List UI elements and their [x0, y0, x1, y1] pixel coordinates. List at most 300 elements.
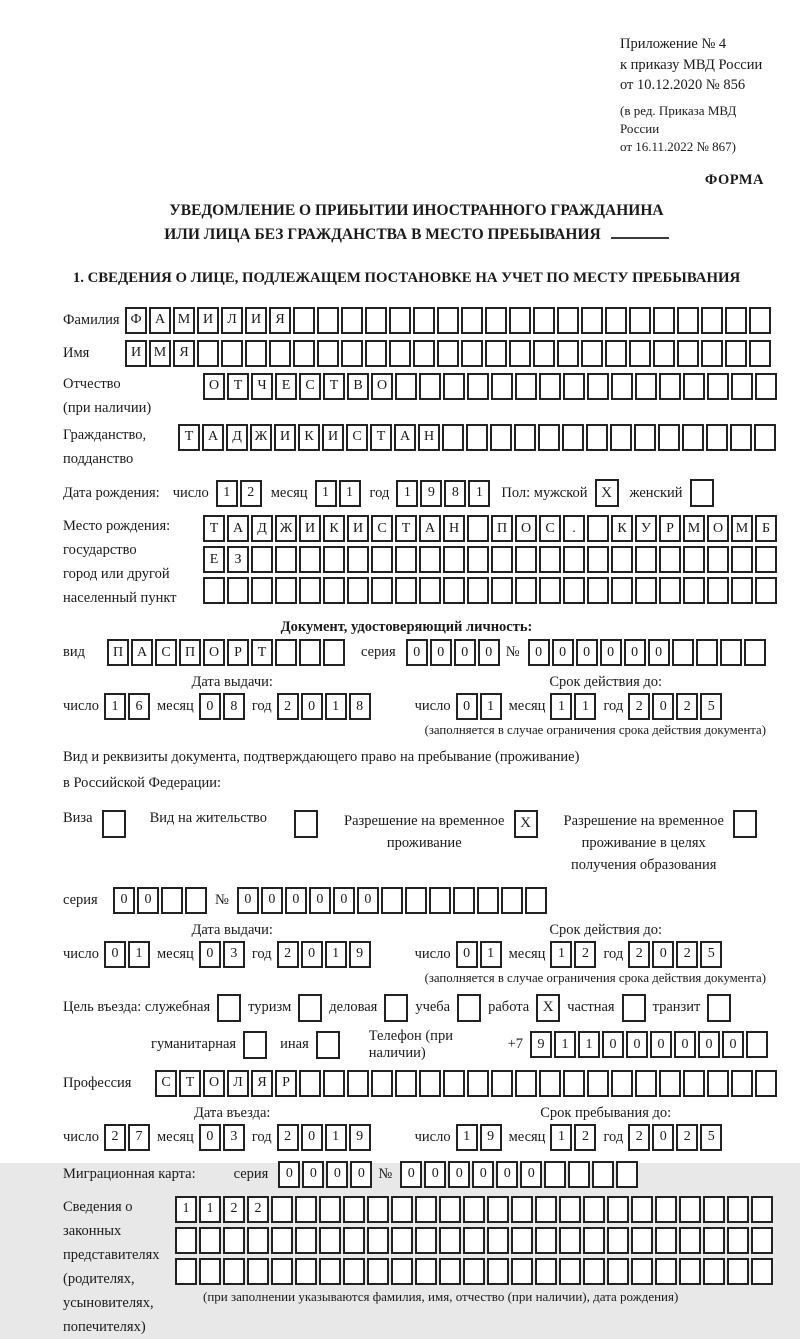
form-cell[interactable]	[271, 1258, 293, 1285]
form-cell[interactable]	[515, 546, 537, 573]
form-cell[interactable]	[413, 307, 435, 334]
form-cell[interactable]	[629, 340, 651, 367]
form-cell[interactable]: 0	[528, 639, 550, 666]
form-cell[interactable]	[755, 577, 777, 604]
form-cell[interactable]	[197, 340, 219, 367]
form-cell[interactable]	[655, 1258, 677, 1285]
form-cell[interactable]	[319, 1227, 341, 1254]
form-cell[interactable]	[703, 1258, 725, 1285]
form-cell[interactable]	[467, 577, 489, 604]
form-cell[interactable]	[223, 1227, 245, 1254]
form-cell[interactable]: С	[346, 424, 368, 451]
form-cell[interactable]	[439, 1227, 461, 1254]
form-cell[interactable]	[203, 577, 225, 604]
form-cell[interactable]	[491, 1070, 513, 1097]
form-cell[interactable]: И	[197, 307, 219, 334]
purpose-other-checkbox[interactable]	[316, 1031, 340, 1059]
form-cell[interactable]	[749, 307, 771, 334]
form-cell[interactable]	[453, 887, 475, 914]
form-cell[interactable]	[323, 1070, 345, 1097]
form-cell[interactable]: 2	[277, 1124, 299, 1151]
form-cell[interactable]	[611, 546, 633, 573]
form-cell[interactable]: Н	[443, 515, 465, 542]
form-cell[interactable]: 0	[448, 1161, 470, 1188]
form-cell[interactable]	[371, 577, 393, 604]
form-cell[interactable]	[389, 307, 411, 334]
form-cell[interactable]	[607, 1258, 629, 1285]
form-cell[interactable]	[655, 1227, 677, 1254]
form-cell[interactable]	[539, 373, 561, 400]
form-cell[interactable]	[731, 1070, 753, 1097]
form-cell[interactable]: 0	[652, 1124, 674, 1151]
form-cell[interactable]: 0	[430, 639, 452, 666]
form-cell[interactable]: 2	[676, 1124, 698, 1151]
form-cell[interactable]	[679, 1227, 701, 1254]
form-cell[interactable]	[635, 1070, 657, 1097]
form-cell[interactable]	[605, 340, 627, 367]
form-cell[interactable]	[659, 373, 681, 400]
form-cell[interactable]: И	[299, 515, 321, 542]
form-cell[interactable]: 0	[301, 693, 323, 720]
form-cell[interactable]	[605, 307, 627, 334]
purpose-transit-checkbox[interactable]	[707, 994, 731, 1022]
form-cell[interactable]	[559, 1258, 581, 1285]
form-cell[interactable]	[319, 1196, 341, 1223]
form-cell[interactable]	[477, 887, 499, 914]
form-cell[interactable]: 0	[104, 941, 126, 968]
form-cell[interactable]	[707, 546, 729, 573]
form-cell[interactable]	[343, 1258, 365, 1285]
form-cell[interactable]	[635, 546, 657, 573]
form-cell[interactable]	[683, 546, 705, 573]
form-cell[interactable]	[365, 340, 387, 367]
form-cell[interactable]	[245, 340, 267, 367]
form-cell[interactable]: 2	[277, 941, 299, 968]
form-cell[interactable]: 1	[315, 480, 337, 507]
form-cell[interactable]: Ф	[125, 307, 147, 334]
form-cell[interactable]	[381, 887, 403, 914]
form-cell[interactable]	[295, 1196, 317, 1223]
form-cell[interactable]	[439, 1196, 461, 1223]
form-cell[interactable]: Т	[227, 373, 249, 400]
form-cell[interactable]: 2	[223, 1196, 245, 1223]
form-cell[interactable]: 3	[223, 1124, 245, 1151]
form-cell[interactable]	[587, 1070, 609, 1097]
form-cell[interactable]: 1	[578, 1031, 600, 1058]
form-cell[interactable]	[293, 307, 315, 334]
form-cell[interactable]	[539, 546, 561, 573]
form-cell[interactable]: .	[563, 515, 585, 542]
form-cell[interactable]: М	[731, 515, 753, 542]
form-cell[interactable]	[367, 1196, 389, 1223]
form-cell[interactable]	[706, 424, 728, 451]
form-cell[interactable]: 0	[350, 1161, 372, 1188]
form-cell[interactable]: О	[515, 515, 537, 542]
form-cell[interactable]	[583, 1196, 605, 1223]
form-cell[interactable]	[683, 373, 705, 400]
form-cell[interactable]: Т	[179, 1070, 201, 1097]
form-cell[interactable]	[634, 424, 656, 451]
form-cell[interactable]	[299, 546, 321, 573]
purpose-work-checkbox[interactable]: X	[536, 994, 560, 1022]
form-cell[interactable]	[323, 546, 345, 573]
form-cell[interactable]	[413, 340, 435, 367]
form-cell[interactable]: О	[707, 515, 729, 542]
form-cell[interactable]	[271, 1196, 293, 1223]
form-cell[interactable]: 9	[420, 480, 442, 507]
form-cell[interactable]	[751, 1227, 773, 1254]
form-cell[interactable]	[611, 577, 633, 604]
form-cell[interactable]	[275, 546, 297, 573]
form-cell[interactable]: 0	[576, 639, 598, 666]
form-cell[interactable]: 1	[128, 941, 150, 968]
form-cell[interactable]	[419, 546, 441, 573]
form-cell[interactable]	[744, 639, 766, 666]
form-cell[interactable]	[511, 1227, 533, 1254]
form-cell[interactable]	[419, 1070, 441, 1097]
form-cell[interactable]: Т	[323, 373, 345, 400]
form-cell[interactable]: 1	[468, 480, 490, 507]
form-cell[interactable]	[227, 577, 249, 604]
form-cell[interactable]: 0	[624, 639, 646, 666]
form-cell[interactable]: 2	[240, 480, 262, 507]
form-cell[interactable]	[696, 639, 718, 666]
form-cell[interactable]	[635, 373, 657, 400]
form-cell[interactable]	[525, 887, 547, 914]
form-cell[interactable]	[587, 373, 609, 400]
form-cell[interactable]	[371, 546, 393, 573]
form-cell[interactable]	[629, 307, 651, 334]
form-cell[interactable]	[587, 577, 609, 604]
form-cell[interactable]	[563, 1070, 585, 1097]
form-cell[interactable]: 9	[349, 1124, 371, 1151]
form-cell[interactable]	[730, 424, 752, 451]
form-cell[interactable]	[415, 1258, 437, 1285]
form-cell[interactable]: Л	[227, 1070, 249, 1097]
form-cell[interactable]: 0	[652, 941, 674, 968]
form-cell[interactable]	[682, 424, 704, 451]
form-cell[interactable]	[533, 340, 555, 367]
form-cell[interactable]: 9	[480, 1124, 502, 1151]
form-cell[interactable]: 1	[550, 693, 572, 720]
form-cell[interactable]: 0	[301, 1124, 323, 1151]
form-cell[interactable]: 1	[396, 480, 418, 507]
form-cell[interactable]: 1	[550, 941, 572, 968]
form-cell[interactable]: 0	[650, 1031, 672, 1058]
form-cell[interactable]	[463, 1196, 485, 1223]
form-cell[interactable]: 0	[309, 887, 331, 914]
form-cell[interactable]: 0	[199, 941, 221, 968]
form-cell[interactable]: Б	[755, 515, 777, 542]
form-cell[interactable]	[701, 340, 723, 367]
form-cell[interactable]	[631, 1196, 653, 1223]
form-cell[interactable]: И	[245, 307, 267, 334]
purpose-business-checkbox[interactable]	[384, 994, 408, 1022]
form-cell[interactable]: 1	[480, 941, 502, 968]
form-cell[interactable]: 7	[128, 1124, 150, 1151]
form-cell[interactable]	[391, 1258, 413, 1285]
form-cell[interactable]	[437, 307, 459, 334]
form-cell[interactable]: Н	[418, 424, 440, 451]
form-cell[interactable]: Я	[269, 307, 291, 334]
form-cell[interactable]	[611, 1070, 633, 1097]
form-cell[interactable]	[367, 1258, 389, 1285]
form-cell[interactable]	[672, 639, 694, 666]
form-cell[interactable]	[367, 1227, 389, 1254]
form-cell[interactable]: Я	[251, 1070, 273, 1097]
form-cell[interactable]: 5	[700, 1124, 722, 1151]
form-cell[interactable]	[511, 1258, 533, 1285]
form-cell[interactable]: 0	[301, 941, 323, 968]
form-cell[interactable]	[405, 887, 427, 914]
form-cell[interactable]	[746, 1031, 768, 1058]
form-cell[interactable]: 2	[574, 941, 596, 968]
form-cell[interactable]	[467, 373, 489, 400]
form-cell[interactable]	[247, 1258, 269, 1285]
form-cell[interactable]: А	[227, 515, 249, 542]
form-cell[interactable]	[371, 1070, 393, 1097]
form-cell[interactable]: 1	[175, 1196, 197, 1223]
form-cell[interactable]	[295, 1258, 317, 1285]
form-cell[interactable]	[509, 340, 531, 367]
form-cell[interactable]	[659, 546, 681, 573]
form-cell[interactable]: 1	[216, 480, 238, 507]
form-cell[interactable]	[707, 1070, 729, 1097]
residence-permit-checkbox[interactable]	[294, 810, 318, 838]
temp-permit-edu-checkbox[interactable]	[733, 810, 757, 838]
form-cell[interactable]	[592, 1161, 614, 1188]
form-cell[interactable]	[755, 546, 777, 573]
form-cell[interactable]: 6	[128, 693, 150, 720]
form-cell[interactable]	[199, 1258, 221, 1285]
form-cell[interactable]: 0	[652, 693, 674, 720]
form-cell[interactable]	[467, 515, 489, 542]
form-cell[interactable]	[703, 1196, 725, 1223]
form-cell[interactable]	[365, 307, 387, 334]
form-cell[interactable]	[587, 546, 609, 573]
form-cell[interactable]	[223, 1258, 245, 1285]
form-cell[interactable]: Е	[275, 373, 297, 400]
form-cell[interactable]: 0	[626, 1031, 648, 1058]
form-cell[interactable]	[631, 1258, 653, 1285]
form-cell[interactable]: П	[179, 639, 201, 666]
form-cell[interactable]: С	[155, 639, 177, 666]
form-cell[interactable]	[319, 1258, 341, 1285]
form-cell[interactable]	[631, 1227, 653, 1254]
form-cell[interactable]: Д	[226, 424, 248, 451]
form-cell[interactable]: З	[227, 546, 249, 573]
form-cell[interactable]	[299, 577, 321, 604]
form-cell[interactable]	[347, 577, 369, 604]
form-cell[interactable]: 2	[104, 1124, 126, 1151]
form-cell[interactable]	[562, 424, 584, 451]
form-cell[interactable]: М	[683, 515, 705, 542]
form-cell[interactable]	[587, 515, 609, 542]
form-cell[interactable]	[677, 340, 699, 367]
form-cell[interactable]	[539, 1070, 561, 1097]
form-cell[interactable]	[731, 546, 753, 573]
form-cell[interactable]	[293, 340, 315, 367]
form-cell[interactable]	[514, 424, 536, 451]
form-cell[interactable]	[463, 1258, 485, 1285]
male-checkbox[interactable]: X	[595, 479, 619, 507]
form-cell[interactable]	[683, 577, 705, 604]
form-cell[interactable]: 0	[400, 1161, 422, 1188]
form-cell[interactable]	[544, 1161, 566, 1188]
form-cell[interactable]	[485, 307, 507, 334]
form-cell[interactable]	[538, 424, 560, 451]
form-cell[interactable]: 1	[456, 1124, 478, 1151]
form-cell[interactable]	[347, 546, 369, 573]
form-cell[interactable]: 0	[357, 887, 379, 914]
form-cell[interactable]: И	[274, 424, 296, 451]
form-cell[interactable]	[437, 340, 459, 367]
form-cell[interactable]	[568, 1161, 590, 1188]
form-cell[interactable]	[275, 639, 297, 666]
form-cell[interactable]	[185, 887, 207, 914]
form-cell[interactable]: С	[539, 515, 561, 542]
form-cell[interactable]	[487, 1227, 509, 1254]
form-cell[interactable]: 0	[478, 639, 500, 666]
temp-permit-checkbox[interactable]: X	[514, 810, 538, 838]
female-checkbox[interactable]	[690, 479, 714, 507]
form-cell[interactable]: 1	[574, 693, 596, 720]
form-cell[interactable]	[731, 373, 753, 400]
form-cell[interactable]: 1	[554, 1031, 576, 1058]
visa-checkbox[interactable]	[102, 810, 126, 838]
form-cell[interactable]	[635, 577, 657, 604]
form-cell[interactable]: 0	[285, 887, 307, 914]
form-cell[interactable]	[175, 1227, 197, 1254]
form-cell[interactable]	[461, 307, 483, 334]
form-cell[interactable]	[299, 1070, 321, 1097]
form-cell[interactable]: 0	[472, 1161, 494, 1188]
form-cell[interactable]: 0	[552, 639, 574, 666]
form-cell[interactable]: 2	[676, 941, 698, 968]
form-cell[interactable]: 0	[333, 887, 355, 914]
form-cell[interactable]	[442, 424, 464, 451]
form-cell[interactable]	[463, 1227, 485, 1254]
form-cell[interactable]	[725, 340, 747, 367]
form-cell[interactable]	[751, 1258, 773, 1285]
form-cell[interactable]: М	[149, 340, 171, 367]
form-cell[interactable]	[583, 1227, 605, 1254]
form-cell[interactable]	[658, 424, 680, 451]
form-cell[interactable]	[443, 577, 465, 604]
form-cell[interactable]: В	[347, 373, 369, 400]
form-cell[interactable]	[395, 577, 417, 604]
form-cell[interactable]	[341, 340, 363, 367]
form-cell[interactable]: 0	[137, 887, 159, 914]
form-cell[interactable]: 5	[700, 693, 722, 720]
form-cell[interactable]	[491, 577, 513, 604]
form-cell[interactable]	[659, 577, 681, 604]
form-cell[interactable]	[443, 546, 465, 573]
form-cell[interactable]	[720, 639, 742, 666]
form-cell[interactable]	[607, 1196, 629, 1223]
form-cell[interactable]: 9	[530, 1031, 552, 1058]
form-cell[interactable]: И	[125, 340, 147, 367]
form-cell[interactable]: 0	[722, 1031, 744, 1058]
form-cell[interactable]: Т	[395, 515, 417, 542]
form-cell[interactable]	[581, 340, 603, 367]
form-cell[interactable]	[515, 577, 537, 604]
purpose-study-checkbox[interactable]	[457, 994, 481, 1022]
form-cell[interactable]	[395, 1070, 417, 1097]
form-cell[interactable]: 0	[302, 1161, 324, 1188]
form-cell[interactable]: 0	[600, 639, 622, 666]
form-cell[interactable]: П	[491, 515, 513, 542]
form-cell[interactable]: О	[203, 1070, 225, 1097]
form-cell[interactable]	[271, 1227, 293, 1254]
form-cell[interactable]: Ж	[250, 424, 272, 451]
form-cell[interactable]	[343, 1227, 365, 1254]
form-cell[interactable]: 8	[223, 693, 245, 720]
form-cell[interactable]	[727, 1227, 749, 1254]
form-cell[interactable]	[607, 1227, 629, 1254]
form-cell[interactable]: М	[173, 307, 195, 334]
form-cell[interactable]	[395, 546, 417, 573]
form-cell[interactable]	[299, 639, 321, 666]
form-cell[interactable]	[557, 307, 579, 334]
form-cell[interactable]: Т	[370, 424, 392, 451]
form-cell[interactable]: Е	[203, 546, 225, 573]
form-cell[interactable]	[559, 1196, 581, 1223]
form-cell[interactable]: 0	[424, 1161, 446, 1188]
form-cell[interactable]: 1	[325, 693, 347, 720]
form-cell[interactable]	[755, 373, 777, 400]
form-cell[interactable]	[247, 1227, 269, 1254]
form-cell[interactable]: А	[394, 424, 416, 451]
form-cell[interactable]: 0	[496, 1161, 518, 1188]
form-cell[interactable]: 2	[277, 693, 299, 720]
form-cell[interactable]	[653, 340, 675, 367]
form-cell[interactable]: О	[203, 373, 225, 400]
form-cell[interactable]	[749, 340, 771, 367]
form-cell[interactable]	[509, 307, 531, 334]
form-cell[interactable]: И	[322, 424, 344, 451]
form-cell[interactable]: 1	[325, 1124, 347, 1151]
form-cell[interactable]: К	[611, 515, 633, 542]
form-cell[interactable]	[683, 1070, 705, 1097]
form-cell[interactable]: А	[419, 515, 441, 542]
form-cell[interactable]: 0	[199, 693, 221, 720]
form-cell[interactable]	[563, 546, 585, 573]
form-cell[interactable]	[461, 340, 483, 367]
form-cell[interactable]	[535, 1227, 557, 1254]
form-cell[interactable]: А	[202, 424, 224, 451]
form-cell[interactable]: 0	[113, 887, 135, 914]
form-cell[interactable]	[751, 1196, 773, 1223]
form-cell[interactable]	[251, 546, 273, 573]
form-cell[interactable]	[467, 546, 489, 573]
form-cell[interactable]	[341, 307, 363, 334]
form-cell[interactable]	[501, 887, 523, 914]
form-cell[interactable]	[295, 1227, 317, 1254]
form-cell[interactable]: 0	[648, 639, 670, 666]
form-cell[interactable]	[754, 424, 776, 451]
form-cell[interactable]	[581, 307, 603, 334]
form-cell[interactable]: Т	[178, 424, 200, 451]
form-cell[interactable]: 0	[520, 1161, 542, 1188]
form-cell[interactable]	[707, 577, 729, 604]
form-cell[interactable]: 1	[480, 693, 502, 720]
form-cell[interactable]: С	[299, 373, 321, 400]
form-cell[interactable]: 0	[261, 887, 283, 914]
form-cell[interactable]	[659, 1070, 681, 1097]
form-cell[interactable]: 8	[444, 480, 466, 507]
form-cell[interactable]	[251, 577, 273, 604]
